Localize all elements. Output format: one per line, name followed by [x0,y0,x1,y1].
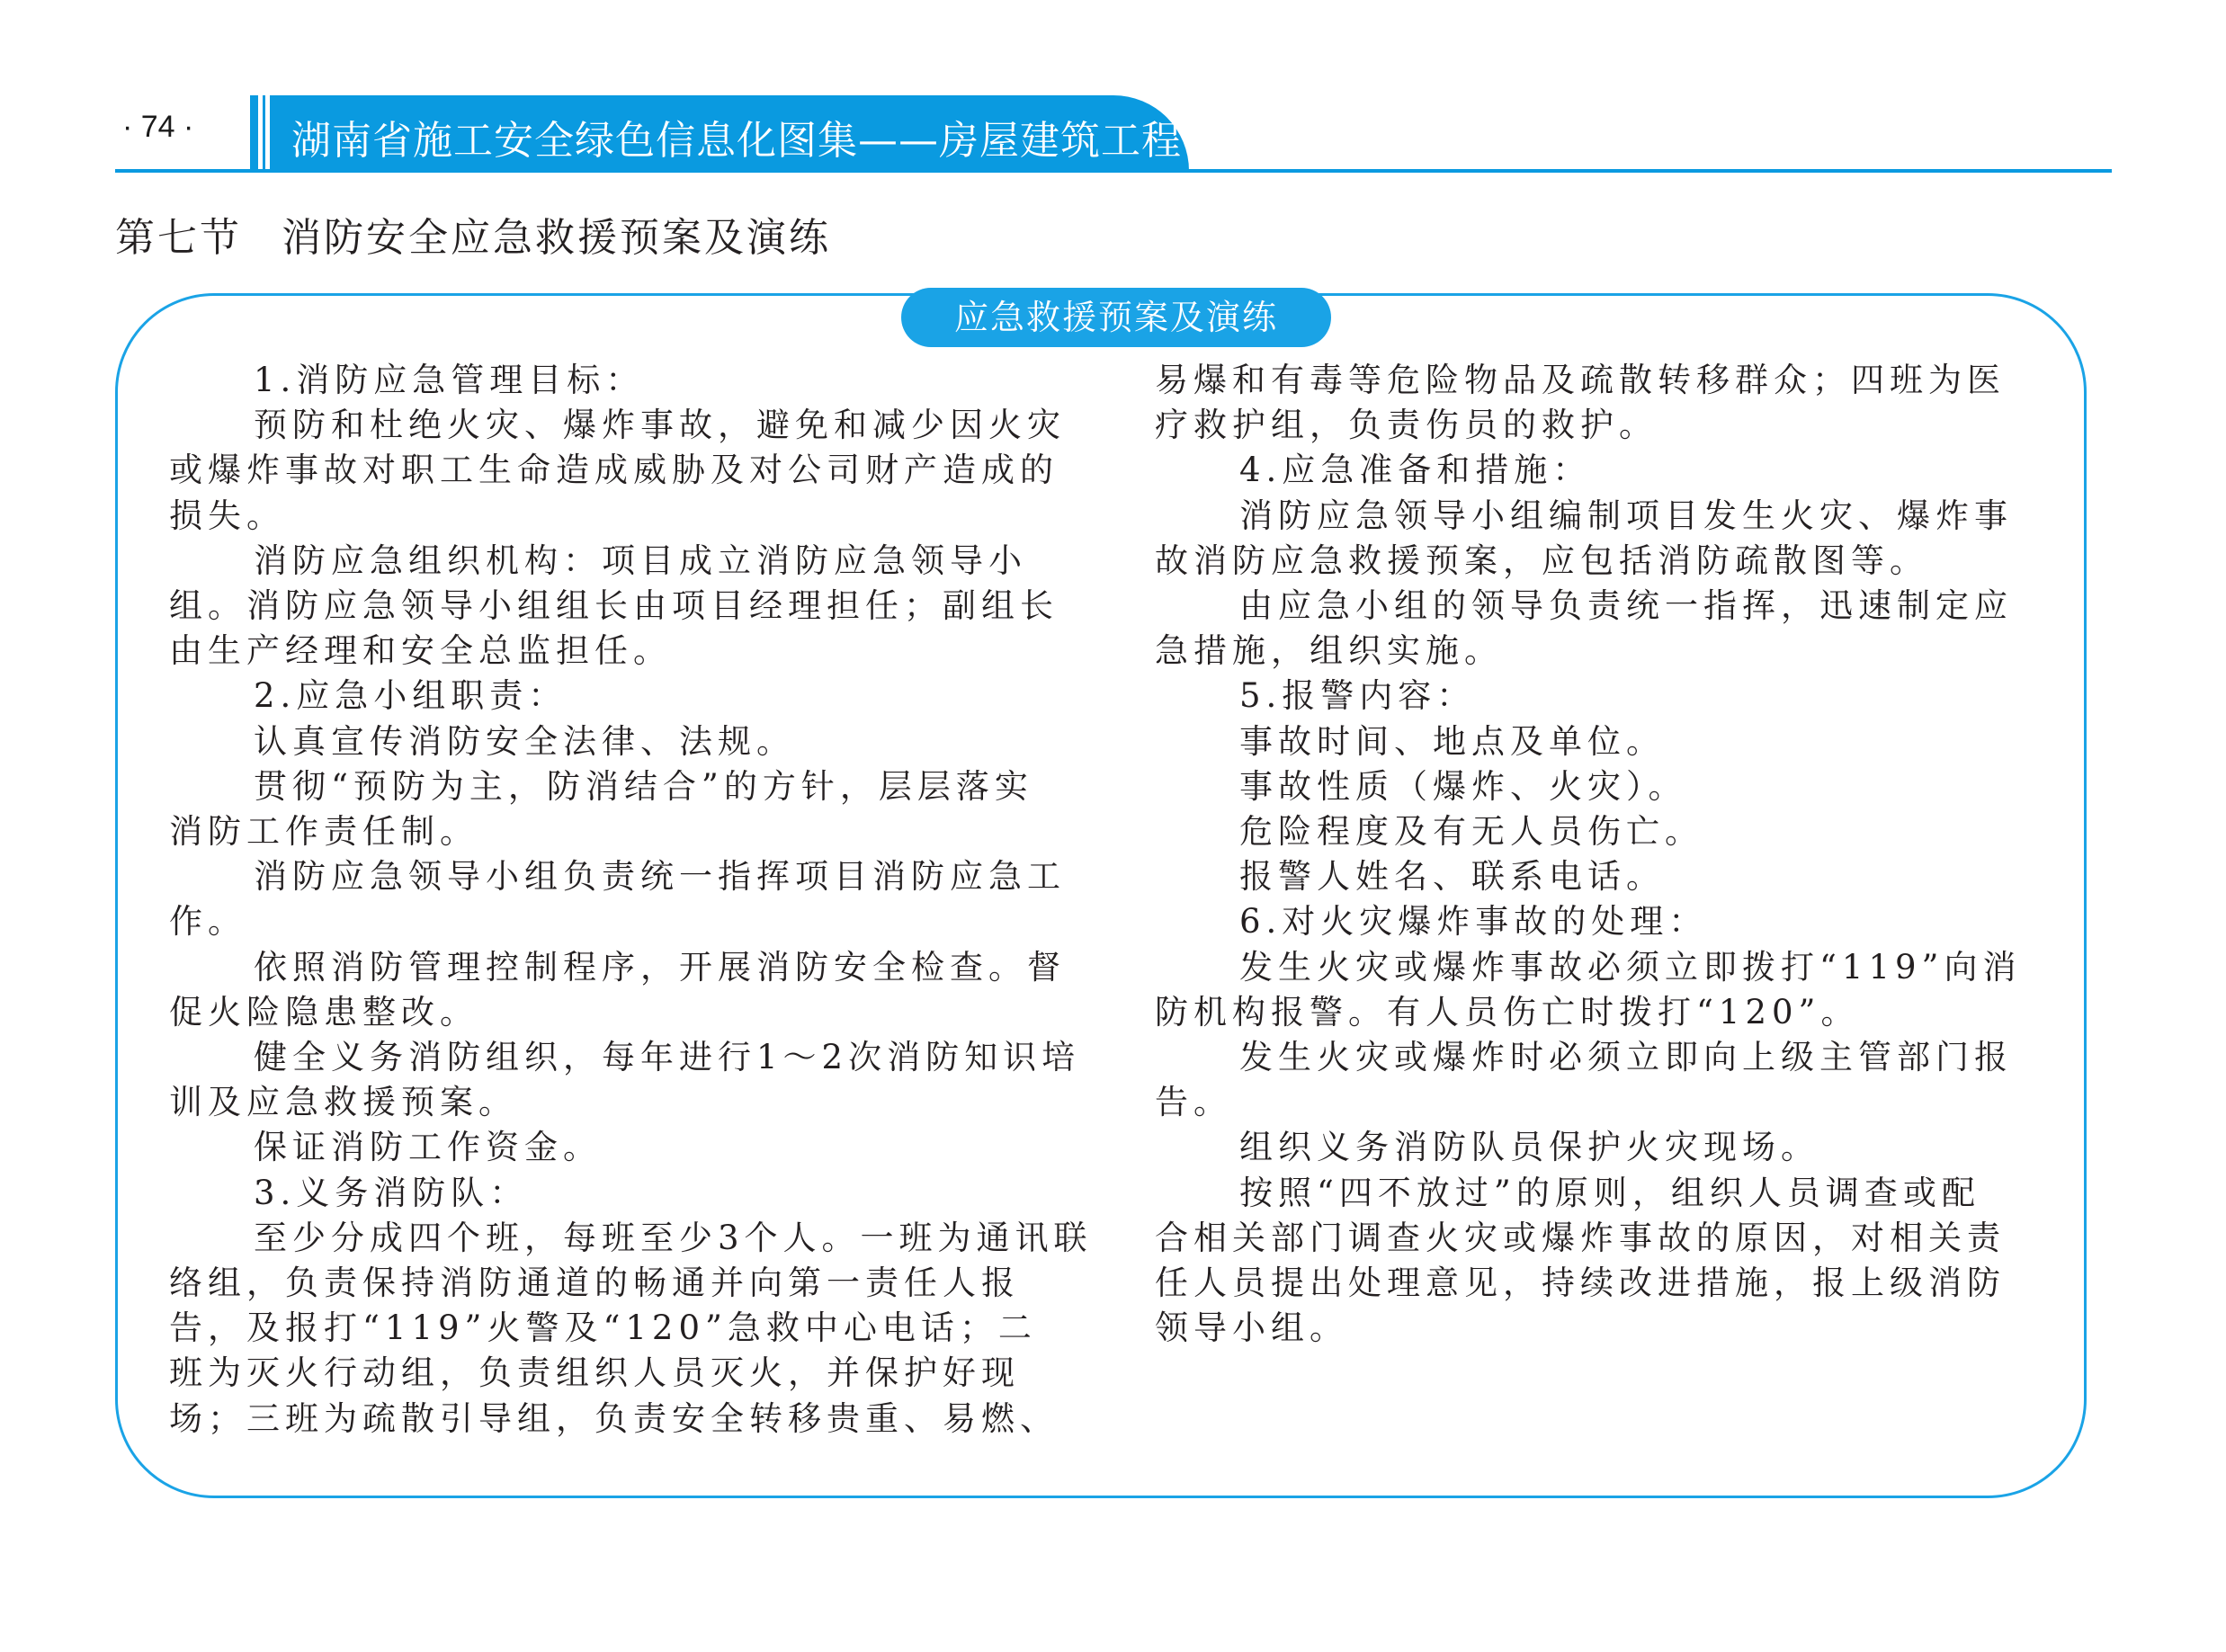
paragraph: 发生火灾或爆炸事故必须立即拨打“119”向消 防机构报警。有人员伤亡时拨打“120”。 [1155,947,2022,1031]
paragraph: 3.义务消防队： [254,1173,529,1212]
header-title-tab [270,95,1189,171]
section-heading [115,205,831,263]
section-number: 第七节 [115,215,242,261]
paragraph: 组织义务消防队员保护火灾现场。 [1239,1128,1819,1167]
paragraph: 认真宣传消防安全法律、法规。 [254,721,795,761]
paragraph: 依照消防管理控制程序，开展消防安全检查。督 促火险隐患整改。 [169,947,1066,1031]
paragraph: 事故时间、地点及单位。 [1239,721,1665,761]
paragraph: 由应急小组的领导负责统一指挥，迅速制定应 急措施，组织实施。 [1155,586,2013,671]
paragraph: 报警人姓名、联系电话。 [1239,857,1665,897]
content-box-title: 应急救援预案及演练 [953,298,1278,337]
content-box-tab [901,288,1331,347]
paragraph: 5.报警内容： [1239,676,1476,716]
paragraph: 预防和杜绝火灾、爆炸事故，避免和减少因火灾 或爆炸事故对职工生命造成威胁及对公司财产造成的 损失。 [169,406,1066,535]
paragraph: 6.对火灾爆炸事故的处理： [1239,902,1708,942]
paragraph: 1.消防应急管理目标： [254,361,645,399]
paragraph: 2.应急小组职责： [254,676,568,716]
paragraph: 发生火灾或爆炸时必须立即向上级主管部门报 告。 [1155,1038,2013,1122]
paragraph: 保证消防工作资金。 [254,1128,602,1167]
page-number: · 74 · [122,110,194,144]
left-column [169,358,1118,1442]
paragraph: 贯彻“预防为主，防消结合”的方针，层层落实 消防工作责任制。 [169,766,1033,852]
paragraph: 事故性质（爆炸、火灾）。 [1239,766,1687,806]
paragraph: 消防应急领导小组负责统一指挥项目消防应急工 作。 [169,857,1066,942]
paragraph: 危险程度及有无人员伤亡。 [1239,812,1703,852]
header-divider [115,169,2112,173]
paragraph: 按照“四不放过”的原则，组织人员调查或配 合相关部门调查火灾或爆炸事故的原因，对相关责 任人员提出处理意见，持续改进措施，报上级消防 领导小组。 [1155,1173,2006,1348]
right-column [1155,358,2054,1351]
paragraph: 4.应急准备和措施： [1239,451,1592,490]
header-accent-bar-thin [263,95,265,171]
book-title: 湖南省施工安全绿色信息化图集——房屋建筑工程 [291,118,1182,164]
paragraph: 健全义务消防组织，每年进行1～2次消防知识培 训及应急救援预案。 [169,1038,1081,1122]
paragraph: 至少分成四个班，每班至少3个人。一班为通讯联 络组，负责保持消防通道的畅通并向第一责任人报 告，及报打“119”火警及“120”急救中心电话；二 班为灭火行动组，负责组织人员灭火，并保护好现 场；三班为疏散引导组，负责安全转移贵重、易燃、 [169,1218,1093,1438]
section-title: 消防安全应急救援预案及演练 [282,215,831,261]
header-accent-bar [250,95,258,171]
paragraph: 消防应急组织机构：项目成立消防应急领导小 组。消防应急领导小组组长由项目经理担任；副组长 由生产经理和安全总监担任。 [169,540,1059,671]
paragraph: 易爆和有毒等危险物品及疏散转移群众；四班为医 疗救护组，负责伤员的救护。 [1155,361,2006,445]
paragraph: 消防应急领导小组编制项目发生火灾、爆炸事 故消防应急救援预案，应包括消防疏散图等。 [1155,496,2013,580]
